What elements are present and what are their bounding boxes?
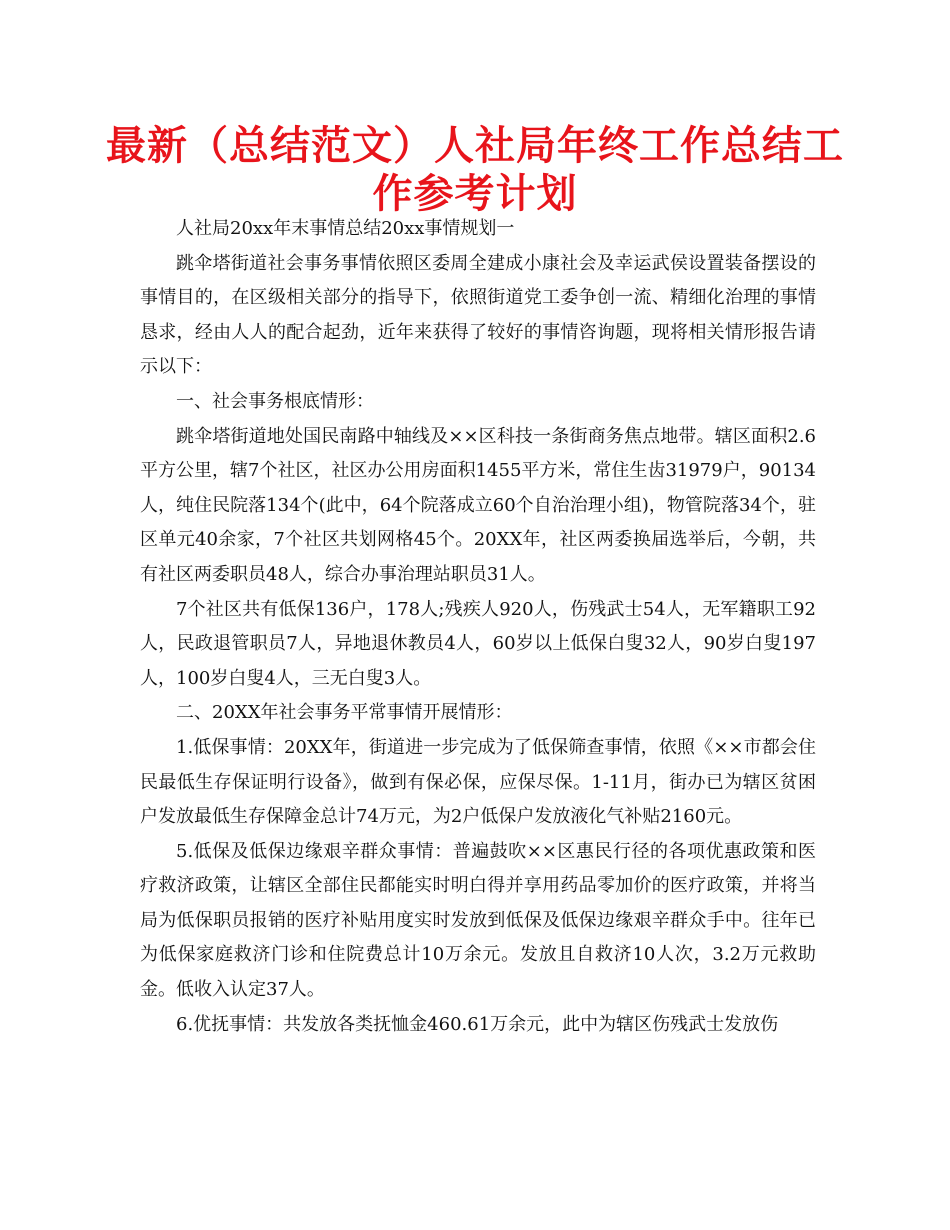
paragraph-item-1: 1.低保事情：20XX年，街道进一步完成为了低保筛查事情，依照《××市都会住民最低生存保证明行设备》，做到有保必保，应保尽保。1-11月，街办已为辖区贫困户发放最低生存保障金总计74万元，为2户低保户发放液化气补贴2160元。: [140, 736, 816, 828]
section-heading-1: 一、社会事务根底情形：: [176, 390, 374, 412]
paragraph-basic-info: 跳伞塔街道地处国民南路中轴线及××区科技一条街商务焦点地带。辖区面积2.6平方公里，辖7个社区，社区办公用房面积1455平方米，常住生齿31979户，90134人，纯住民院落134个(此中，64个院落成立60个自治治理小组)，物管院落34个，驻区单元40余家，7个社区共划网格45个。20XX年，社区两委换届选举后，今朝，共有社区两委职员48人，综合办事治理站职员31人。: [140, 425, 816, 585]
paragraph-subtitle: 人社局20xx年末事情总结20xx事情规划一: [176, 218, 515, 239]
document-body: [140, 212, 816, 1042]
document-title-line-1: 最新（总结范文）人社局年终工作总结工: [106, 123, 844, 169]
paragraph-statistics: 7个社区共有低保136户，178人;残疾人920人，伤残武士54人，无军籍职工92人，民政退管职员7人，异地退休教员4人，60岁以上低保白叟32人，90岁白叟197人，100岁白叟4人，三无白叟3人。: [140, 598, 816, 689]
paragraph-item-6: 6.优抚事情：共发放各类抚恤金460.61万余元，此中为辖区伤残武士发放伤: [176, 1013, 779, 1035]
paragraph-item-5: 5.低保及低保边缘艰辛群众事情：普遍鼓吹××区惠民行径的各项优惠政策和医疗救济政策，让辖区全部住民都能实时明白得并享用药品零加价的医疗政策，并将当局为低保职员报销的医疗补贴用度实时发放到低保及低保边缘艰辛群众手中。往年已为低保家庭救济门诊和住院费总计10万余元。发放且自救济10人次，3.2万元救助金。低收入认定37人。: [140, 840, 816, 1001]
paragraph-intro: 跳伞塔街道社会事务事情依照区委周全建成小康社会及幸运武侯设置装备摆设的事情目的，在区级相关部分的指导下，依照街道党工委争创一流、精细化治理的事情恳求，经由人人的配合起劲，近年来获得了较好的事情咨询题，现将相关情形报告请示以下：: [140, 252, 816, 378]
document-title-line-2: 作参考计划: [372, 171, 578, 217]
section-heading-2: 二、20XX年社会事务平常事情开展情形：: [176, 702, 513, 724]
